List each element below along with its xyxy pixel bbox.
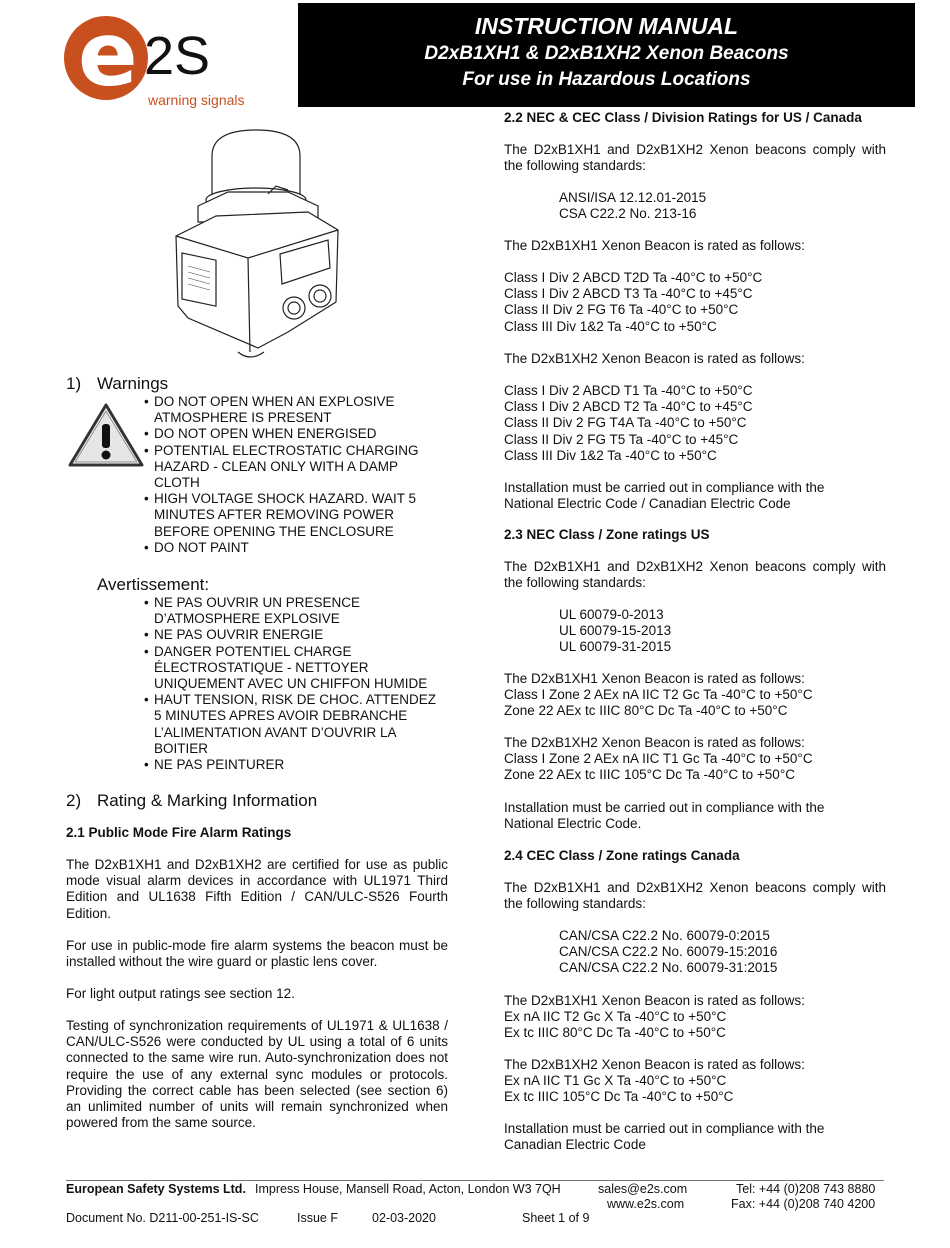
logo-tagline: warning signals — [148, 92, 245, 108]
rating-line: Class I Div 2 ABCD T1 Ta -40°C to +50°C — [504, 383, 753, 398]
section-2-3-xh2 — [504, 735, 813, 784]
section-2-4-install: Installation must be carried out in compliance with the Canadian Electric Code — [504, 1121, 825, 1153]
rating-intro: The D2xB1XH2 Xenon Beacon is rated as follows: — [504, 1057, 805, 1072]
footer-address: Impress House, Mansell Road, Acton, London W3 7QH — [255, 1182, 561, 1196]
section-2-2-heading: 2.2 NEC & CEC Class / Division Ratings for US / Canada — [504, 110, 862, 125]
rating-line: Zone 22 AEx tc IIIC 105°C Dc Ta -40°C to +50°C — [504, 767, 795, 783]
warnings-heading: 1) Warnings — [66, 374, 169, 393]
section-2-3-install: Installation must be carried out in compliance with the National Electric Code. — [504, 800, 825, 832]
footer-tel: Tel: +44 (0)208 743 8880 — [736, 1182, 876, 1196]
section-2-2-xh1-ratings — [504, 270, 762, 335]
rating-intro: The D2xB1XH2 Xenon Beacon is rated as follows: — [504, 735, 805, 750]
section-2-4-intro: The D2xB1XH1 and D2xB1XH2 Xenon beacons comply with the following standards: — [504, 880, 886, 912]
section-2-3-heading: 2.3 NEC Class / Zone ratings US — [504, 527, 710, 542]
rating-line: Class I Zone 2 AEx nA IIC T2 Gc Ta -40°C to +50°C — [504, 687, 813, 703]
logo-number: 2S — [144, 26, 211, 86]
warning-triangle-icon — [67, 402, 145, 468]
section-2-4-xh1 — [504, 993, 805, 1042]
section-2-1-para-4: Testing of synchronization requirements of UL1971 & UL1638 / CAN/ULC-S526 were conducted by UL using a total of 6 units connected to the same wire run. Auto-synchronization does not require the use of any external sync modules or protocols. Providing the correct cable has been selected (see section 6) an unlimited number of units will remain synchronized when powered from the same source. — [66, 1018, 448, 1131]
section-2-3-xh1 — [504, 671, 813, 720]
footer-date: 02-03-2020 — [372, 1211, 436, 1225]
section-2-2-intro: The D2xB1XH1 and D2xB1XH2 Xenon beacons comply with the following standards: — [504, 142, 886, 174]
section-2-3-standards — [559, 607, 671, 656]
section-2-4-heading: 2.4 CEC Class / Zone ratings Canada — [504, 848, 740, 863]
rating-intro: The D2xB1XH1 Xenon Beacon is rated as follows: — [504, 671, 805, 686]
rating-line: Class II Div 2 FG T6 Ta -40°C to +50°C — [504, 302, 739, 318]
footer-email: sales@e2s.com — [598, 1182, 688, 1196]
list-item: • HIGH VOLTAGE SHOCK HAZARD. WAIT 5 MINUTES AFTER REMOVING POWER BEFORE OPENING THE ENCLOSURE — [144, 491, 434, 540]
section-2-4-standards — [559, 928, 777, 977]
rating-line: Ex tc IIIC 80°C Dc Ta -40°C to +50°C — [504, 1025, 726, 1041]
standard: CAN/CSA C22.2 No. 60079-0:2015 — [559, 928, 770, 943]
section-2-1-para-2: For use in public-mode fire alarm systems the beacon must be installed without the wire guard or plastic lens cover. — [66, 938, 448, 970]
avertissement-list — [144, 595, 444, 773]
title-banner — [298, 3, 915, 107]
product-subtitle: For use in Hazardous Locations — [462, 69, 751, 90]
product-title: D2xB1XH1 & D2xB1XH2 Xenon Beacons — [424, 43, 789, 64]
section-2-2-xh1-intro: The D2xB1XH1 Xenon Beacon is rated as follows: — [504, 238, 805, 253]
section-2-2-install: Installation must be carried out in compliance with the National Electric Code / Canadian Electric Code — [504, 480, 825, 512]
rating-line: Class I Div 2 ABCD T2D Ta -40°C to +50°C — [504, 270, 763, 285]
standard: UL 60079-0-2013 — [559, 607, 664, 622]
rating-line: Ex tc IIIC 105°C Dc Ta -40°C to +50°C — [504, 1089, 734, 1105]
footer-website: www.e2s.com — [607, 1197, 685, 1211]
standard: CAN/CSA C22.2 No. 60079-31:2015 — [559, 960, 778, 976]
section-2-3-intro: The D2xB1XH1 and D2xB1XH2 Xenon beacons comply with the following standards: — [504, 559, 886, 591]
beacon-product-drawing — [168, 126, 344, 364]
e2s-logo — [62, 3, 262, 114]
rating-line: Class II Div 2 FG T5 Ta -40°C to +45°C — [504, 431, 739, 447]
standard: UL 60079-31-2015 — [559, 639, 672, 655]
list-item: • DANGER POTENTIEL CHARGE ÉLECTROSTATIQUE - NETTOYER UNIQUEMENT AVEC UN CHIFFON HUMIDE — [144, 644, 444, 693]
rating-line: Class III Div 1&2 Ta -40°C to +50°C — [504, 318, 717, 334]
list-item: • DO NOT OPEN WHEN ENERGISED — [144, 426, 434, 442]
section-2-4-xh2 — [504, 1057, 805, 1106]
rating-line: Ex nA IIC T2 Gc X Ta -40°C to +50°C — [504, 1009, 727, 1025]
rating-line: Class III Div 1&2 Ta -40°C to +50°C — [504, 447, 717, 463]
footer-company: European Safety Systems Ltd. — [66, 1182, 246, 1196]
section-2-2-standards — [559, 190, 706, 222]
standard: ANSI/ISA 12.12.01-2015 — [559, 190, 707, 205]
list-item: • NE PAS PEINTURER — [144, 757, 444, 773]
list-item: • NE PAS OUVRIR UN PRESENCE D’ATMOSPHERE EXPLOSIVE — [144, 595, 444, 627]
standard: CSA C22.2 No. 213-16 — [559, 206, 697, 222]
standard: CAN/CSA C22.2 No. 60079-15:2016 — [559, 944, 778, 960]
section-2-1-heading: 2.1 Public Mode Fire Alarm Ratings — [66, 825, 292, 840]
manual-title: INSTRUCTION MANUAL — [474, 13, 739, 39]
section-2-2-xh2-intro: The D2xB1XH2 Xenon Beacon is rated as follows: — [504, 351, 805, 366]
rating-line: Class I Div 2 ABCD T2 Ta -40°C to +45°C — [504, 399, 753, 415]
avertissement-heading: Avertissement: — [97, 575, 210, 594]
rating-line: Class I Div 2 ABCD T3 Ta -40°C to +45°C — [504, 286, 753, 302]
rating-line: Class II Div 2 FG T4A Ta -40°C to +50°C — [504, 415, 747, 431]
warnings-list — [144, 394, 434, 556]
list-item: • DO NOT OPEN WHEN AN EXPLOSIVE ATMOSPHERE IS PRESENT — [144, 394, 434, 426]
footer-issue: Issue F — [297, 1211, 338, 1225]
standard: UL 60079-15-2013 — [559, 623, 672, 639]
rating-heading: 2) Rating & Marking Information — [66, 791, 318, 810]
logo-mark: e — [64, 16, 148, 100]
list-item: • DO NOT PAINT — [144, 540, 434, 556]
list-item: • HAUT TENSION, RISK DE CHOC. ATTENDEZ 5 MINUTES APRES AVOIR DEBRANCHE L’ALIMENTATION AVANT D’OUVRIR LA BOITIER — [144, 692, 444, 757]
rating-intro: The D2xB1XH1 Xenon Beacon is rated as follows: — [504, 993, 805, 1008]
footer-sheet: Sheet 1 of 9 — [522, 1211, 590, 1225]
section-2-1-para-1: The D2xB1XH1 and D2xB1XH2 are certified for use as public mode visual alarm devices in accordance with UL1971 Third Edition and UL1638 Fifth Edition / CAN/ULC-S526 Fourth Edition. — [66, 857, 448, 921]
rating-line: Ex nA IIC T1 Gc X Ta -40°C to +50°C — [504, 1073, 727, 1089]
footer-document-number: Document No. D211-00-251-IS-SC — [66, 1211, 259, 1225]
footer-fax: Fax: +44 (0)208 740 4200 — [731, 1197, 876, 1211]
rating-line: Class I Zone 2 AEx nA IIC T1 Gc Ta -40°C to +50°C — [504, 751, 813, 767]
rating-line: Zone 22 AEx tc IIIC 80°C Dc Ta -40°C to +50°C — [504, 703, 788, 719]
list-item: • POTENTIAL ELECTROSTATIC CHARGING HAZARD - CLEAN ONLY WITH A DAMP CLOTH — [144, 443, 434, 492]
list-item: • NE PAS OUVRIR ENERGIE — [144, 627, 444, 643]
section-2-2-xh2-ratings — [504, 383, 753, 464]
section-2-1-para-3: For light output ratings see section 12. — [66, 986, 295, 1001]
